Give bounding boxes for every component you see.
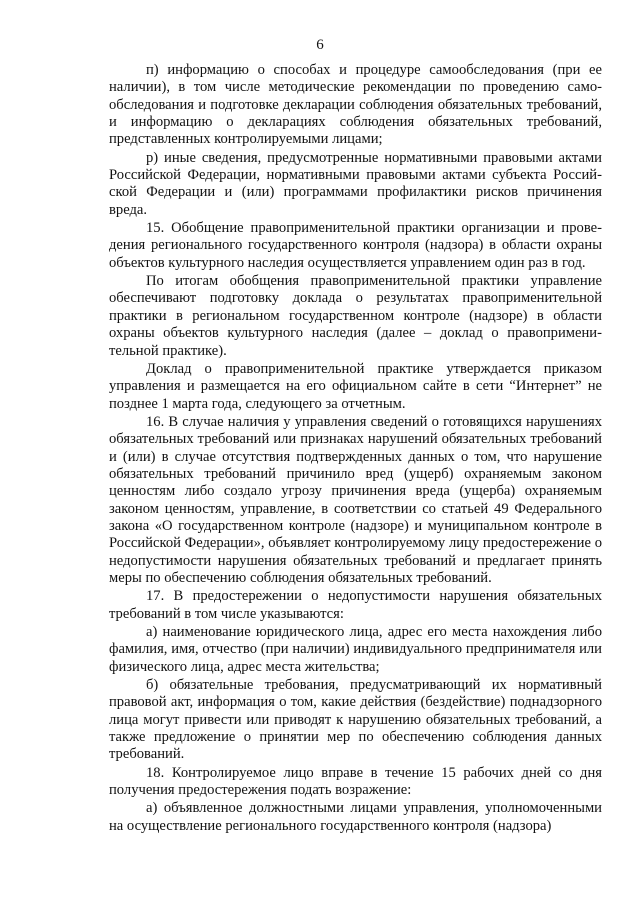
paragraph-17b-mandatory-requirements: б) обязательные требования, предусматривающий их нормативный правовой акт, информация о том, какие действия (бездействие) поднадзорного лица могут привести или приводят к нарушению обязательных требований, а также предложение о принятии мер по обеспечению соблюдения данных требований.	[109, 677, 602, 763]
paragraph-17-warning-contents: 17. В предостережении о недопустимости нарушения обязательных требований в том числе указываются:	[109, 588, 602, 622]
paragraph-p-self-inspection-info: п) информацию о способах и процедуре самообследования (при ее наличии), в том числе методические рекомендации по проведению самообследования и подготовке декларации соблюдения обязательных требований, и информацию о декларациях соблюдения обязательных требований, представленных контролируемыми лицами;	[109, 62, 602, 148]
page-number: 6	[316, 37, 324, 53]
paragraph-report-approval: Доклад о правоприменительной практике утверждается приказом управления и размещается на его официальном сайте в сети “Интернет” не позднее 1 марта года, следующего за отчетным.	[109, 360, 602, 412]
paragraph-18a-objection-grounds: а) объявленное должностными лицами управления, уполномоченными на осуществление регионального государственного контроля (надзора)	[109, 800, 602, 834]
paragraph-r-other-information: р) иные сведения, предусмотренные нормативными правовыми актами Российской Федерации, нормативными правовыми актами субъекта Российской Федерации и (или) программами профилактики рисков причинения вреда.	[109, 149, 602, 218]
paragraph-16-warning: 16. В случае наличия у управления сведений о готовящихся нарушениях обязательных требований или признаках нарушений обязательных требований и (или) в случае отсутствия подтвержденных данных о том, что нарушение обязательных требований причинило вред (ущерб) охраняемым законом ценностям либо создало угрозу причинения вреда (ущерба) охраняемым законом ценностям, управление, в соответствии со статьей 49 Федерального закона «О государственном контроле (надзоре) и муниципальном контроле в Российской Федерации», объявляет контролируемому лицу предостережение о недопустимости нарушения обязательных требований и предлагает принять меры по обеспечению соблюдения обязательных требований.	[109, 413, 602, 586]
paragraph-report-preparation: По итогам обобщения правоприменительной практики управление обеспечивают подготовку доклада о результатах правоприменительной практики в региональном государственном контроле (надзоре) в области охраны объектов культурного наследия (далее – доклад о правоприменительной практике).	[109, 273, 602, 359]
paragraph-17a-entity-details: а) наименование юридического лица, адрес его места нахождения либо фамилия, имя, отчество (при наличии) индивидуального предпринимателя или физического лица, адрес места жительства;	[109, 624, 602, 675]
paragraph-18-objection-right: 18. Контролируемое лицо вправе в течение 15 рабочих дней со дня получения предостережения подать возражение:	[109, 764, 602, 799]
document-body	[109, 62, 602, 836]
paragraph-15-practice-generalization: 15. Обобщение правоприменительной практики организации и проведения регионального государственного контроля (надзора) в области охраны объектов культурного наследия осуществляется управлением один раз в год.	[109, 220, 602, 271]
